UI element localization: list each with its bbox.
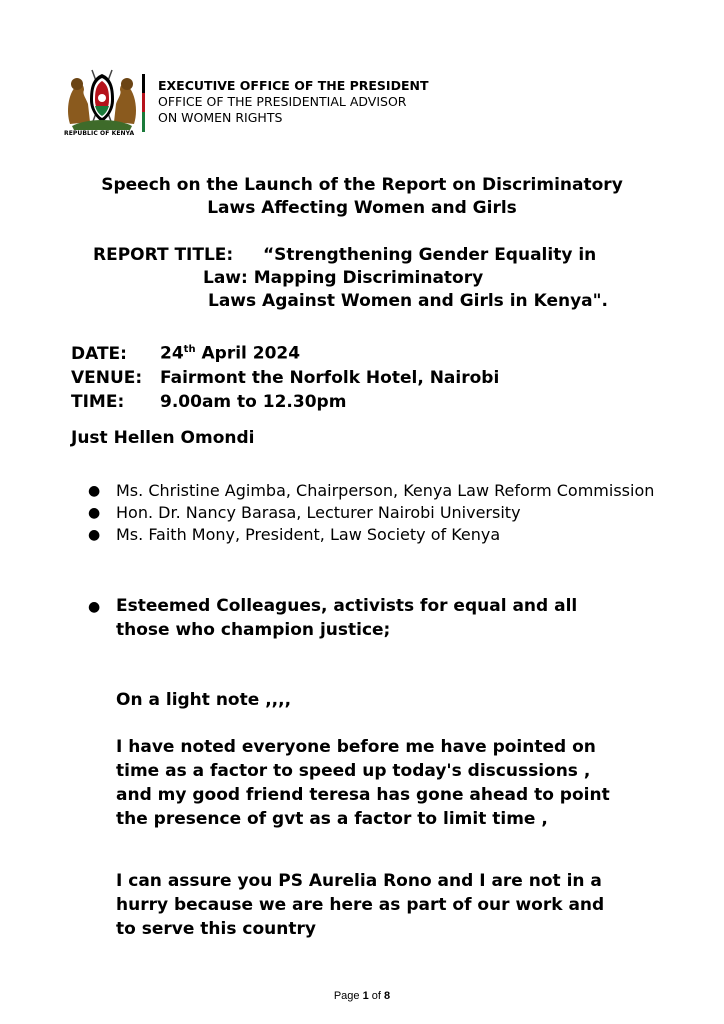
flag-color-bar [142, 74, 145, 132]
letterhead [62, 64, 482, 144]
page-word: Page [333, 990, 363, 1002]
speech-title [0, 174, 724, 220]
time-row [71, 390, 499, 414]
date-row [71, 338, 499, 366]
speech-title-line-2: Laws Affecting Women and Girls [207, 198, 517, 218]
greeting-text: Esteemed Colleagues, activists for equal and all those who champion justice; [116, 596, 578, 640]
time-label: TIME: [71, 391, 125, 412]
bullet-icon: ● [88, 505, 101, 521]
dignitaries-list [88, 480, 656, 546]
bullet-icon: ● [88, 599, 101, 615]
page-current: 1 [362, 990, 369, 1002]
paragraph-line: time as a factor to speed up today's discussions , [116, 761, 591, 781]
report-title-line-3: Laws Against Women and Girls in Kenya". [208, 291, 608, 311]
office-line-1: EXECUTIVE OFFICE OF THE PRESIDENT [158, 78, 429, 93]
greeting-bullet [88, 594, 636, 642]
paragraph-line: I can assure you PS Aurelia Rono and I are not in a [116, 871, 602, 891]
venue-value: Fairmont the Norfolk Hotel, Nairobi [160, 367, 500, 388]
report-title-label: REPORT TITLE: [93, 245, 234, 265]
page-number [0, 990, 724, 1002]
paragraph-line: hurry because we are here as part of our work and [116, 895, 605, 915]
time-value: 9.00am to 12.30pm [160, 391, 347, 412]
office-line-3: ON WOMEN RIGHTS [158, 110, 283, 125]
paragraph-line: the presence of gvt as a factor to limit time , [116, 809, 548, 829]
date-rest: April 2024 [195, 343, 301, 364]
addressee: Just Hellen Omondi [71, 428, 255, 448]
list-item [88, 502, 656, 524]
date-suffix: th [183, 344, 196, 355]
report-title-line-2: Law: Mapping Discriminatory [203, 268, 484, 288]
office-block [158, 78, 428, 126]
dignitary-text: Ms. Christine Agimba, Chairperson, Kenya Law Reform Commission [116, 481, 655, 500]
paragraph-time-remark [116, 735, 610, 831]
paragraph-line: and my good friend teresa has gone ahead to point [116, 785, 610, 805]
page-total: 8 [384, 990, 391, 1002]
speech-title-line-1: Speech on the Launch of the Report on Discriminatory [101, 175, 623, 195]
bullet-icon: ● [88, 483, 101, 499]
paragraph-assurance [116, 869, 604, 941]
dignitary-text: Hon. Dr. Nancy Barasa, Lecturer Nairobi University [116, 503, 521, 522]
event-details [71, 338, 499, 414]
bullet-icon: ● [88, 527, 101, 543]
paragraph-line: to serve this country [116, 919, 316, 939]
date-day: 24 [160, 343, 184, 364]
date-label: DATE: [71, 343, 127, 364]
office-line-2: OFFICE OF THE PRESIDENTIAL ADVISOR [158, 94, 407, 109]
report-title-line-1: “Strengthening Gender Equality in [263, 245, 597, 265]
list-item [88, 524, 656, 546]
list-item [88, 480, 656, 502]
venue-label: VENUE: [71, 367, 143, 388]
report-title-block [93, 244, 608, 313]
dignitary-text: Ms. Faith Mony, President, Law Society of Kenya [116, 525, 501, 544]
venue-row [71, 366, 499, 390]
seal-caption: REPUBLIC OF KENYA [64, 130, 135, 137]
paragraph-light-note: On a light note ,,,, [116, 690, 292, 710]
page-of-word: of [368, 990, 385, 1002]
paragraph-line: I have noted everyone before me have pointed on [116, 737, 596, 757]
